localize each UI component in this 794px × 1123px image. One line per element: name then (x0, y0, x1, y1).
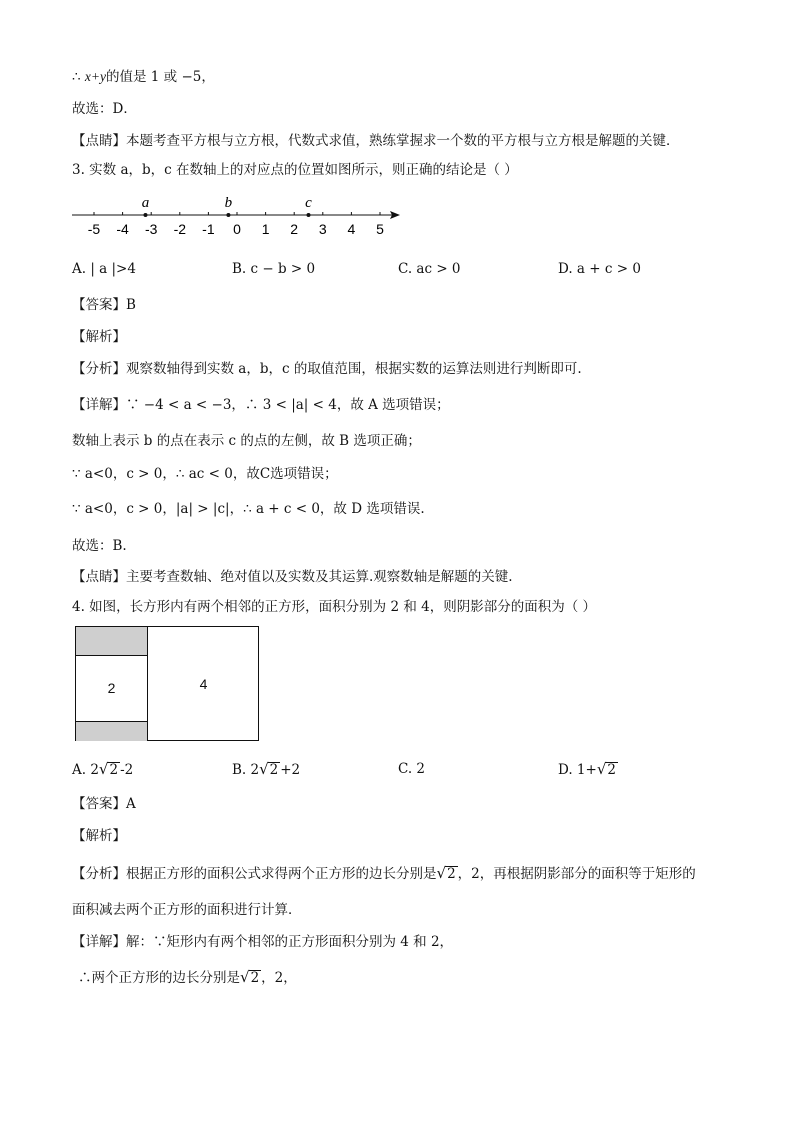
point-b (226, 213, 230, 217)
q4-option-b[interactable] (232, 760, 300, 779)
tick-label: 0 (233, 221, 241, 236)
option-b-prefix: B. 2 (232, 762, 260, 778)
point-a (143, 213, 147, 217)
shaded-region-top (76, 627, 147, 656)
q3-detail-4: ∵ a<0，c > 0，|a| > |c|，∴ a + c < 0，故 D 选项错误. (72, 501, 425, 517)
tick-label: 2 (290, 221, 299, 236)
tick-label: -2 (173, 221, 187, 236)
q4-analysis-1 (72, 864, 696, 883)
q3-detail-3: ∵ a<0，c > 0，∴ ac < 0，故C选项错误； (72, 466, 338, 482)
analysis-text: 【分析】根据正方形的面积公式求得两个正方形的边长分别是 (72, 866, 437, 882)
large-square (147, 627, 259, 740)
q2-comment: 【点睛】本题考查平方根与立方根，代数式求值，熟练掌握求一个数的平方根与立方根是解题的关键． (72, 133, 680, 149)
tick-label: 4 (347, 221, 356, 236)
tick-label: 5 (376, 221, 384, 236)
number-line-figure (60, 188, 410, 236)
q2-choose: 故选：D． (72, 101, 137, 117)
q3-choose: 故选：B. (72, 538, 127, 554)
option-a-suffix: -2 (120, 762, 134, 778)
tick-label: -4 (116, 221, 129, 236)
q2-conclusion-line (72, 68, 215, 86)
q3-option-c[interactable]: C. ac > 0 (398, 261, 461, 277)
sqrt-icon: √ (596, 760, 607, 778)
q4-answer: 【答案】A (72, 796, 136, 812)
q3-analysis: 【分析】观察数轴得到实数 a，b，c 的取值范围，根据实数的运算法则进行判断即可. (72, 361, 582, 377)
tick-label: -5 (87, 221, 101, 236)
analysis-text-cont: ，2，再根据阴影部分的面积等于矩形的 (457, 866, 696, 882)
sqrt-icon: √ (436, 864, 447, 882)
radicand: 2 (109, 762, 119, 778)
point-label-a: a (141, 195, 150, 211)
expression: x+y (84, 69, 106, 84)
point-c (307, 213, 311, 217)
q3-detail-2: 数轴上表示 b 的点在表示 c 的点的左侧，故 B 选项正确； (72, 433, 421, 449)
tick-label: 1 (261, 221, 270, 236)
point-label-b: b (224, 195, 233, 211)
radicand: 2 (269, 762, 279, 778)
q4-detail-2 (78, 968, 297, 987)
q3-stem: 3. 实数 a，b，c 在数轴上的对应点的位置如图所示，则正确的结论是（ ） (72, 162, 518, 178)
point-label-c: c (305, 195, 312, 211)
q4-option-a[interactable] (72, 760, 133, 779)
q4-analysis-2: 面积减去两个正方形的面积进行计算． (72, 902, 302, 918)
conclusion-text: 的值是 1 或 −5， (105, 69, 215, 85)
q4-detail-1: 【详解】解：∵矩形内有两个相邻的正方形面积分别为 4 和 2， (72, 934, 454, 950)
q3-option-d[interactable]: D. a + c > 0 (558, 261, 641, 277)
q3-answer: 【答案】B (72, 297, 136, 313)
tick-label: -1 (202, 221, 215, 236)
large-square-area-label: 4 (199, 675, 208, 692)
q4-analysis-head: 【解析】 (72, 828, 126, 844)
option-b-suffix: +2 (280, 762, 301, 778)
shaded-region-bottom (76, 721, 147, 741)
option-d-prefix: D. 1+ (558, 762, 597, 778)
q3-analysis-head: 【解析】 (72, 329, 126, 345)
sqrt-icon: √ (259, 760, 269, 778)
radicand: 2 (447, 866, 456, 882)
detail-text-cont: ，2， (261, 970, 297, 986)
q3-comment: 【点睛】主要考查数轴、绝对值以及实数及其运算.观察数轴是解题的关键. (72, 569, 513, 585)
small-square-area-label: 2 (107, 680, 116, 696)
tick-label: -3 (144, 221, 158, 236)
q3-detail-1: 【详解】∵ −4 < a < −3，∴ 3 < |a| < 4，故 A 选项错误； (72, 397, 450, 413)
small-square (76, 655, 147, 721)
sqrt-icon: √ (98, 760, 109, 778)
q3-option-b[interactable]: B. c − b > 0 (232, 261, 316, 277)
rectangle-figure (75, 626, 259, 741)
q4-stem: 4. 如图，长方形内有两个相邻的正方形，面积分别为 2 和 4，则阴影部分的面积为（ ） (72, 599, 597, 615)
sqrt-icon: √ (240, 968, 250, 986)
q4-option-c[interactable]: C. 2 (398, 761, 426, 777)
radicand: 2 (250, 970, 260, 986)
option-a-prefix: A. 2 (72, 762, 99, 778)
tick-label: 3 (318, 221, 327, 236)
detail-text: ∴两个正方形的边长分别是 (78, 970, 240, 986)
q3-option-a[interactable]: A. | a |>4 (72, 261, 136, 277)
q4-option-d[interactable] (558, 760, 618, 779)
therefore-symbol: ∴ (72, 69, 81, 85)
radicand: 2 (607, 762, 616, 778)
